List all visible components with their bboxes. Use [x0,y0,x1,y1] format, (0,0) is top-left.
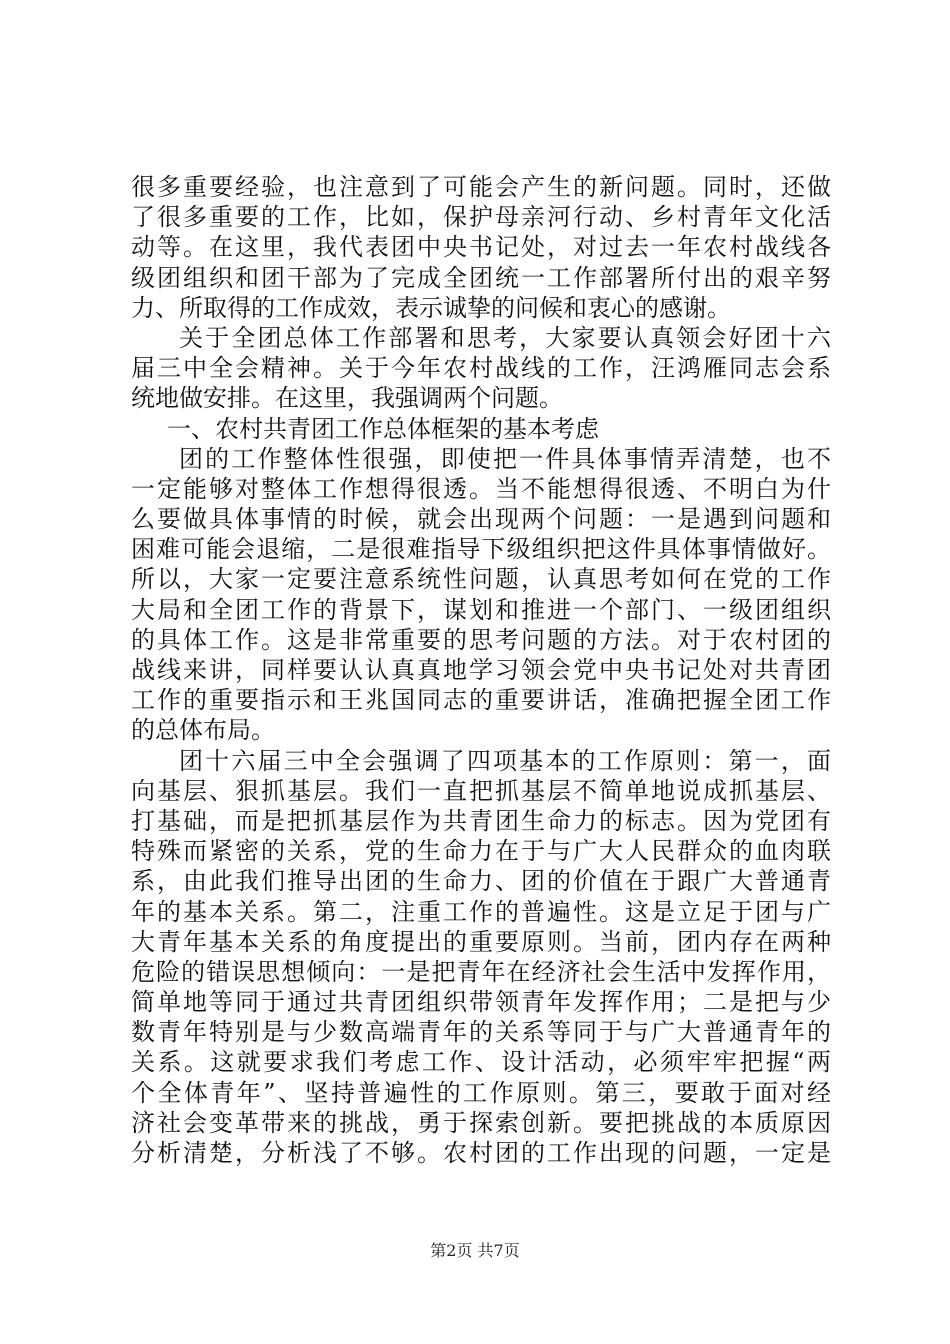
paragraph [131,444,831,746]
text-line: 的具体工作。这是非常重要的思考问题的方法。对于农村团的 [131,625,831,654]
text-line: 数青年特别是与少数高端青年的关系等同于与广大普通青年的 [131,1018,831,1047]
text-line: 的总体布局。 [131,716,275,745]
text-line: 分析清楚，分析浅了不够。农村团的工作出现的问题，一定是 [131,1139,831,1167]
text-line: 系，由此我们推导出团的生命力、团的价值在于跟广大普通青 [131,867,831,896]
text-line: 大局和全团工作的背景下，谋划和推进一个部门、一级团组织 [131,595,831,624]
text-line: 一、农村共青团工作总体框架的基本考虑 [167,414,599,443]
text-line: 特殊而紧密的关系，党的生命力在于与广大人民群众的血肉联 [131,837,831,866]
text-line: 届三中全会精神。关于今年农村战线的工作，汪鸿雁同志会系 [131,354,831,383]
text-line: 危险的错误思想倾向：一是把青年在经济社会生活中发挥作用， [131,957,831,986]
text-line: 么要做具体事情的时候，就会出现两个问题：一是遇到问题和 [131,505,831,534]
text-line: 困难可能会退缩，二是很难指导下级组织把这件具体事情做好。 [131,535,831,564]
text-line: 团的工作整体性很强，即使把一件具体事情弄清楚，也不 [179,444,831,473]
text-line: 级团组织和团干部为了完成全团统一工作部署所付出的艰辛努 [131,263,831,292]
document-body [131,172,831,1168]
text-line: 济社会变革带来的挑战，勇于探索创新。要把挑战的本质原因 [131,1108,831,1137]
text-line: 年的基本关系。第二，注重工作的普遍性。这是立足于团与广 [131,897,831,926]
text-line: 了很多重要的工作，比如，保护母亲河行动、乡村青年文化活 [131,203,831,232]
text-line: 打基础，而是把抓基层作为共青团生命力的标志。因为党团有 [131,806,831,835]
paragraph [131,323,831,414]
text-line: 力、所取得的工作成效，表示诚挚的问候和衷心的感谢。 [131,293,731,322]
text-line: 关于全团总体工作部署和思考，大家要认真领会好团十六 [179,323,831,352]
text-line: 简单地等同于通过共青团组织带领青年发挥作用；二是把与少 [131,988,831,1017]
paragraph [131,172,831,323]
text-line: 动等。在这里，我代表团中央书记处，对过去一年农村战线各 [131,233,831,262]
text-line: 团十六届三中全会强调了四项基本的工作原则：第一，面 [179,746,831,775]
text-line: 一定能够对整体工作想得很透。当不能想得很透、不明白为什 [131,474,831,503]
paragraph [131,746,831,1169]
text-line: 很多重要经验，也注意到了可能会产生的新问题。同时，还做 [131,173,831,201]
text-line: 向基层、狠抓基层。我们一直把抓基层不简单地说成抓基层、 [131,776,831,805]
text-line: 战线来讲，同样要认认真真地学习领会党中央书记处对共青团 [131,656,831,684]
text-line: 个全体青年”、坚持普遍性的工作原则。第三，要敢于面对经 [131,1078,831,1107]
page-footer: 第2页 共7页 [430,1241,520,1260]
text-line: 工作的重要指示和王兆国同志的重要讲话，准确把握全团工作 [131,686,831,715]
text-line: 统地做安排。在这里，我强调两个问题。 [131,384,563,413]
section-heading [131,414,831,444]
text-line: 所以，大家一定要注意系统性问题，认真思考如何在党的工作 [131,565,831,594]
text-line: 关系。这就要求我们考虑工作、设计活动，必须牢牢把握“两 [131,1048,831,1077]
text-line: 大青年基本关系的角度提出的重要原则。当前，团内存在两种 [131,927,831,956]
